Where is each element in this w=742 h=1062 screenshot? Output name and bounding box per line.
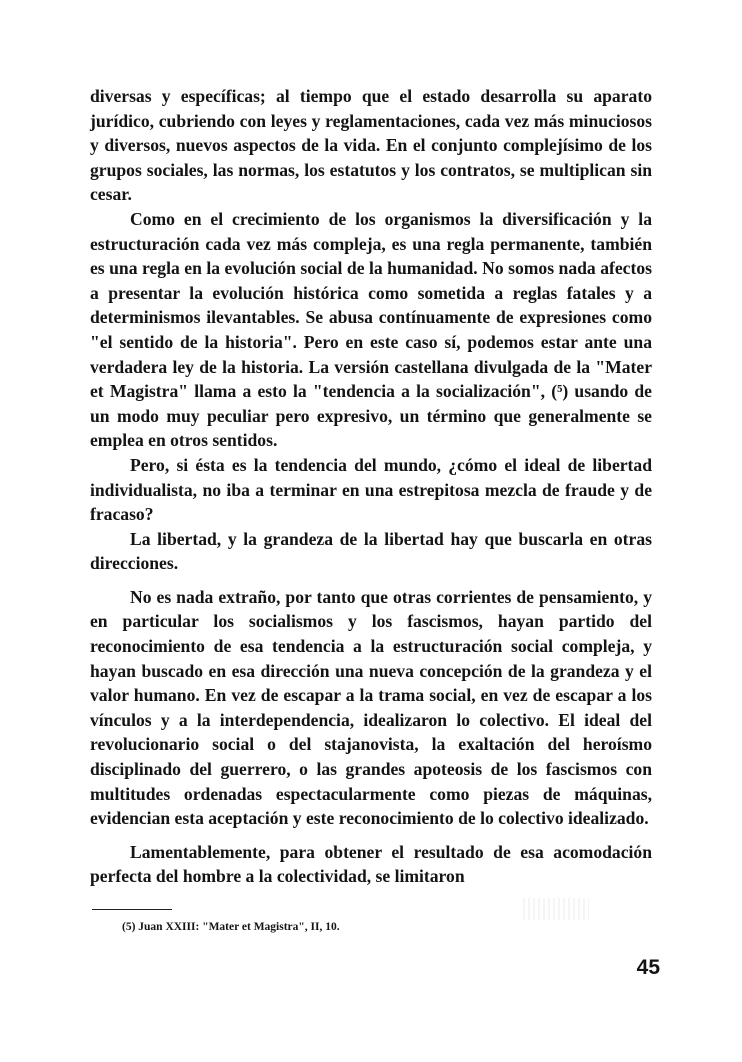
paragraph-1: diversas y específicas; al tiempo que el estado desarrolla su aparato jurídico, cubriendo con leyes y reglamentaciones, cada vez más minuciosos y diversos, nuevos aspectos de la vida. En el conjunto complejísimo de los grupos sociales, las normas, los estatutos y los contratos, se multiplican sin cesar. xyxy=(90,86,652,205)
page-number: 45 xyxy=(636,956,660,979)
body-text xyxy=(90,84,652,889)
paragraph-3: Pero, si ésta es la tendencia del mundo, ¿cómo el ideal de libertad individualista, no iba a terminar en una estrepitosa mezcla de fraude y de fracaso? xyxy=(90,454,652,525)
paragraph-2: Como en el crecimiento de los organismos la diversificación y la estructuración cada vez más compleja, es una regla permanente, también es una regla en la evolución social de la humanidad. No somos nada afectos a presentar la evolución histórica como sometida a reglas fatales y a determinismos ilevantables. Se abusa contínuamente de expresiones como "el sentido de la historia". Pero en este caso sí, podemos estar ante una verdadera ley de la historia. La versión castellana divulgada de la "Mater et Magistra" llama a esto la "tendencia a la socialización", (⁵) usando de un modo muy peculiar pero expresivo, un término que generalmente se emplea en otros sentidos. xyxy=(90,208,652,451)
footnote: (5) Juan XXIII: "Mater et Magistra", II, 10. xyxy=(122,921,340,933)
paragraph-5: No es nada extraño, por tanto que otras corrientes de pensamiento, y en particular los socialismos y los fascismos, hayan partido del reconocimiento de esa tendencia a la estructuración social compleja, y hayan buscado en esa dirección una nueva concepción de la grandeza y el valor humano. En vez de escapar a la trama social, en vez de escapar a los vínculos y a la interdependencia, idealizaron lo colectivo. El ideal del revolucionario social o del stajanovista, la exaltación del heroísmo disciplinado del guerrero, o las grandes apoteosis de los fascismos con multitudes ordenadas espectacularmente como piezas de máquinas, evidencian esta aceptación y este reconocimiento de lo colectivo idealizado. xyxy=(90,586,652,829)
scan-smudge xyxy=(523,898,589,920)
footnote-divider xyxy=(92,909,172,910)
paragraph-6: Lamentablemente, para obtener el resultado de esa acomodación perfecta del hombre a la colectividad, se limitaron xyxy=(90,841,652,887)
paragraph-4: La libertad, y la grandeza de la libertad hay que buscarla en otras direcciones. xyxy=(90,528,652,574)
